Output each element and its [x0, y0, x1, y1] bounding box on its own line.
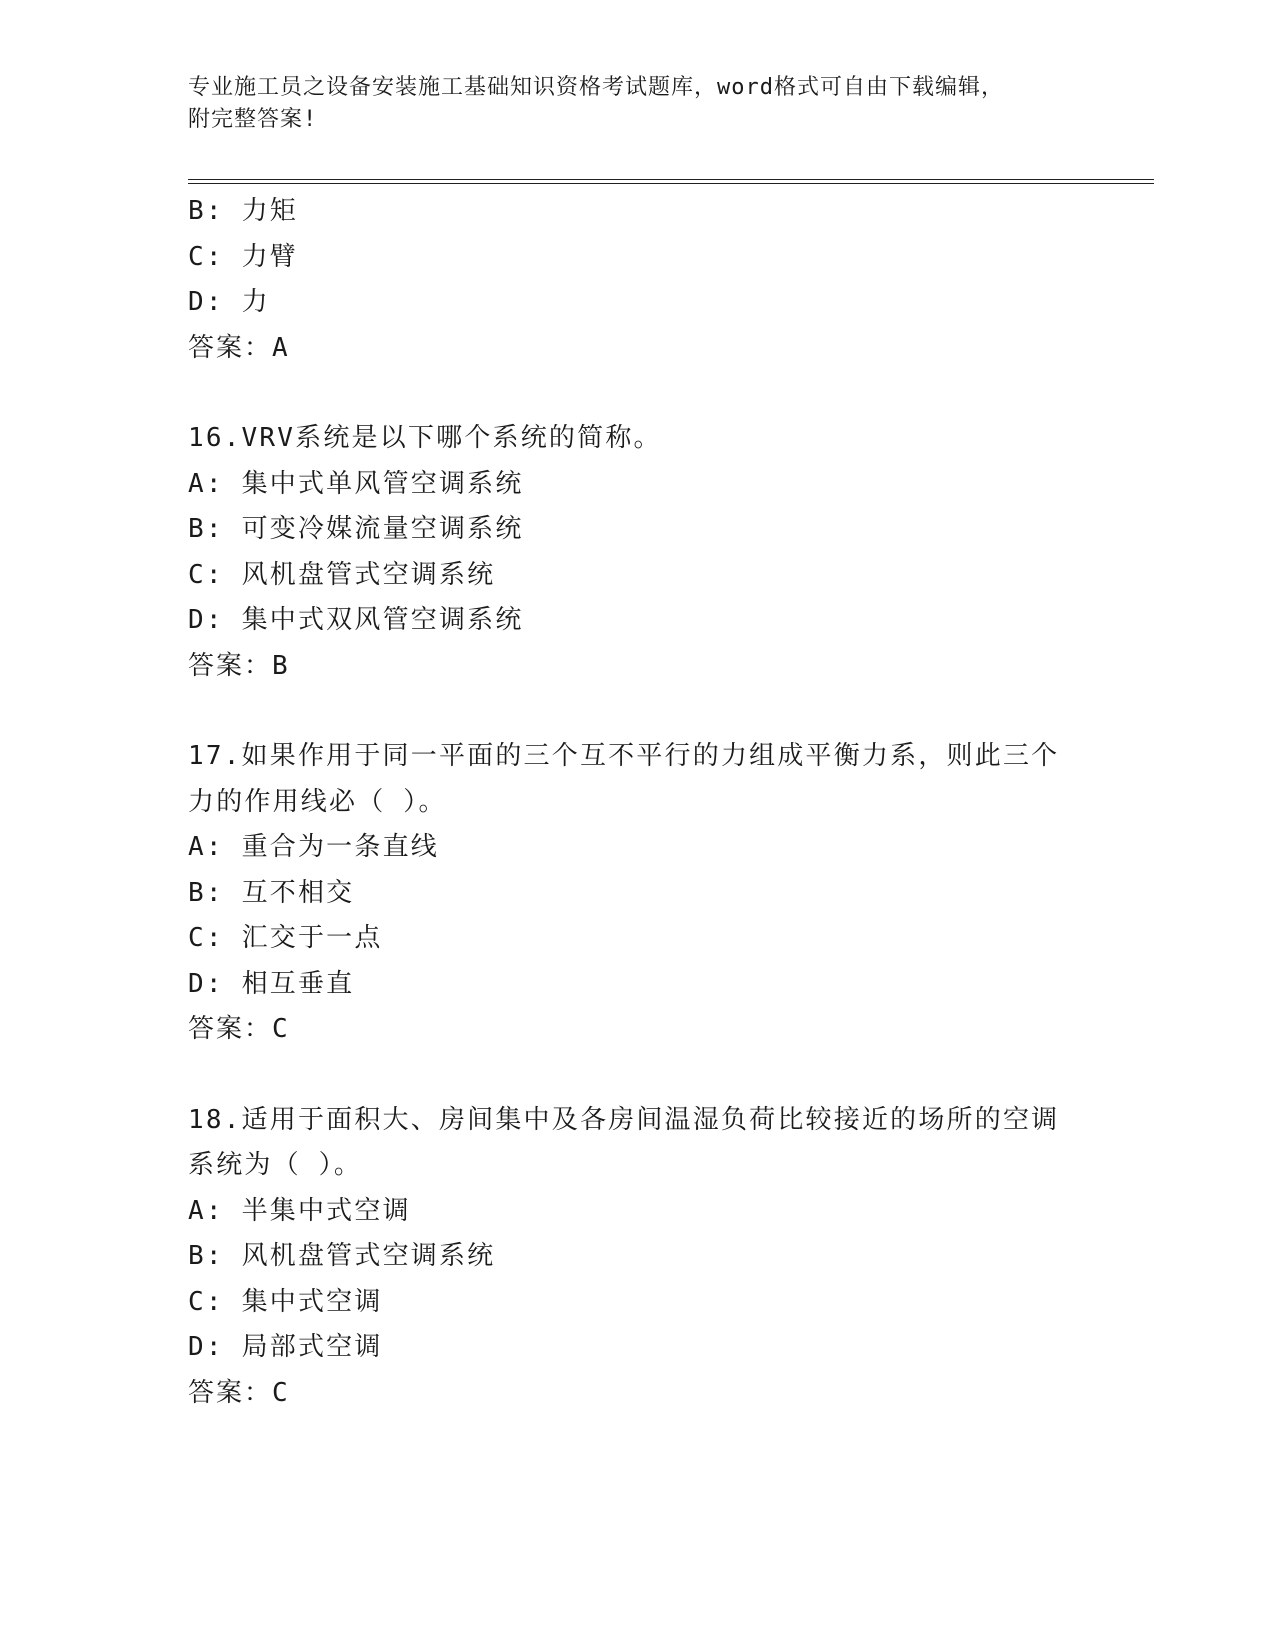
answer-line	[188, 1371, 1088, 1417]
option-text: 互不相交	[241, 877, 355, 908]
option-letter: D:	[188, 287, 224, 317]
question-stem: 17.如果作用于同一平面的三个互不平行的力组成平衡力系，则此三个	[188, 741, 1060, 771]
option-c	[188, 553, 1088, 599]
option-a	[188, 462, 1088, 508]
answer-label: 答案：	[188, 1014, 273, 1044]
option-text: 风机盘管式空调系统	[241, 1241, 496, 1271]
option-letter: D:	[188, 1332, 224, 1362]
question-15-continued	[188, 189, 1088, 371]
option-d	[188, 280, 1088, 326]
question-list	[188, 189, 1088, 1416]
option-text: 力	[241, 287, 270, 317]
option-letter: D:	[188, 605, 224, 635]
option-text: 重合为一条直线	[241, 832, 439, 862]
header-line-2: 附完整答案!	[188, 107, 318, 132]
header-divider	[188, 179, 1154, 184]
option-letter: D:	[188, 968, 224, 999]
answer-value: B	[272, 650, 290, 681]
spacer	[188, 1053, 1088, 1098]
option-letter: B:	[188, 514, 224, 544]
answer-label: 答案：	[188, 332, 273, 363]
option-text: 风机盘管式空调系统	[241, 559, 496, 590]
option-text: 集中式单风管空调系统	[241, 468, 524, 499]
answer-line	[188, 326, 1088, 372]
answer-value: C	[272, 1377, 290, 1408]
spacer	[188, 371, 1088, 416]
answer-line	[188, 644, 1088, 690]
option-text: 半集中式空调	[241, 1195, 411, 1226]
answer-value: A	[272, 332, 290, 363]
question-16	[188, 416, 1088, 689]
option-text: 力臂	[241, 241, 298, 272]
option-letter: C:	[188, 1286, 224, 1317]
question-17	[188, 734, 1088, 1053]
question-stem-continued: 系统为（ ）。	[188, 1150, 363, 1180]
option-text: 集中式空调	[241, 1286, 383, 1317]
option-text: 汇交于一点	[241, 923, 383, 953]
option-text: 力矩	[241, 196, 298, 226]
option-b	[188, 871, 1088, 917]
question-18	[188, 1098, 1088, 1417]
answer-value: C	[272, 1014, 290, 1044]
option-b	[188, 1234, 1088, 1280]
option-a	[188, 1189, 1088, 1235]
option-letter: B:	[188, 877, 224, 908]
option-letter: C:	[188, 241, 224, 272]
option-d	[188, 1325, 1088, 1371]
option-c	[188, 1280, 1088, 1326]
spacer	[188, 689, 1088, 734]
answer-label: 答案：	[188, 650, 273, 681]
option-a	[188, 825, 1088, 871]
option-letter: B:	[188, 1241, 224, 1271]
option-b	[188, 507, 1088, 553]
option-letter: A:	[188, 468, 224, 499]
answer-label: 答案：	[188, 1377, 273, 1408]
option-c	[188, 916, 1088, 962]
document-header	[188, 72, 1088, 136]
option-letter: B:	[188, 196, 224, 226]
header-line-1: 专业施工员之设备安装施工基础知识资格考试题库，word格式可自由下载编辑，	[188, 75, 1004, 100]
option-text: 集中式双风管空调系统	[241, 605, 524, 635]
option-b	[188, 189, 1088, 235]
option-text: 可变冷媒流量空调系统	[241, 514, 524, 544]
question-stem-continued: 力的作用线必（ ）。	[188, 786, 447, 817]
option-letter: C:	[188, 923, 224, 953]
option-c	[188, 235, 1088, 281]
option-d	[188, 598, 1088, 644]
option-d	[188, 962, 1088, 1008]
option-text: 局部式空调	[241, 1332, 383, 1362]
option-text: 相互垂直	[241, 968, 355, 999]
question-stem: 18.适用于面积大、房间集中及各房间温湿负荷比较接近的场所的空调	[188, 1104, 1060, 1135]
option-letter: A:	[188, 1195, 224, 1226]
option-letter: A:	[188, 832, 224, 862]
answer-line	[188, 1007, 1088, 1053]
option-letter: C:	[188, 559, 224, 590]
question-stem: 16.VRV系统是以下哪个系统的简称。	[188, 423, 662, 453]
